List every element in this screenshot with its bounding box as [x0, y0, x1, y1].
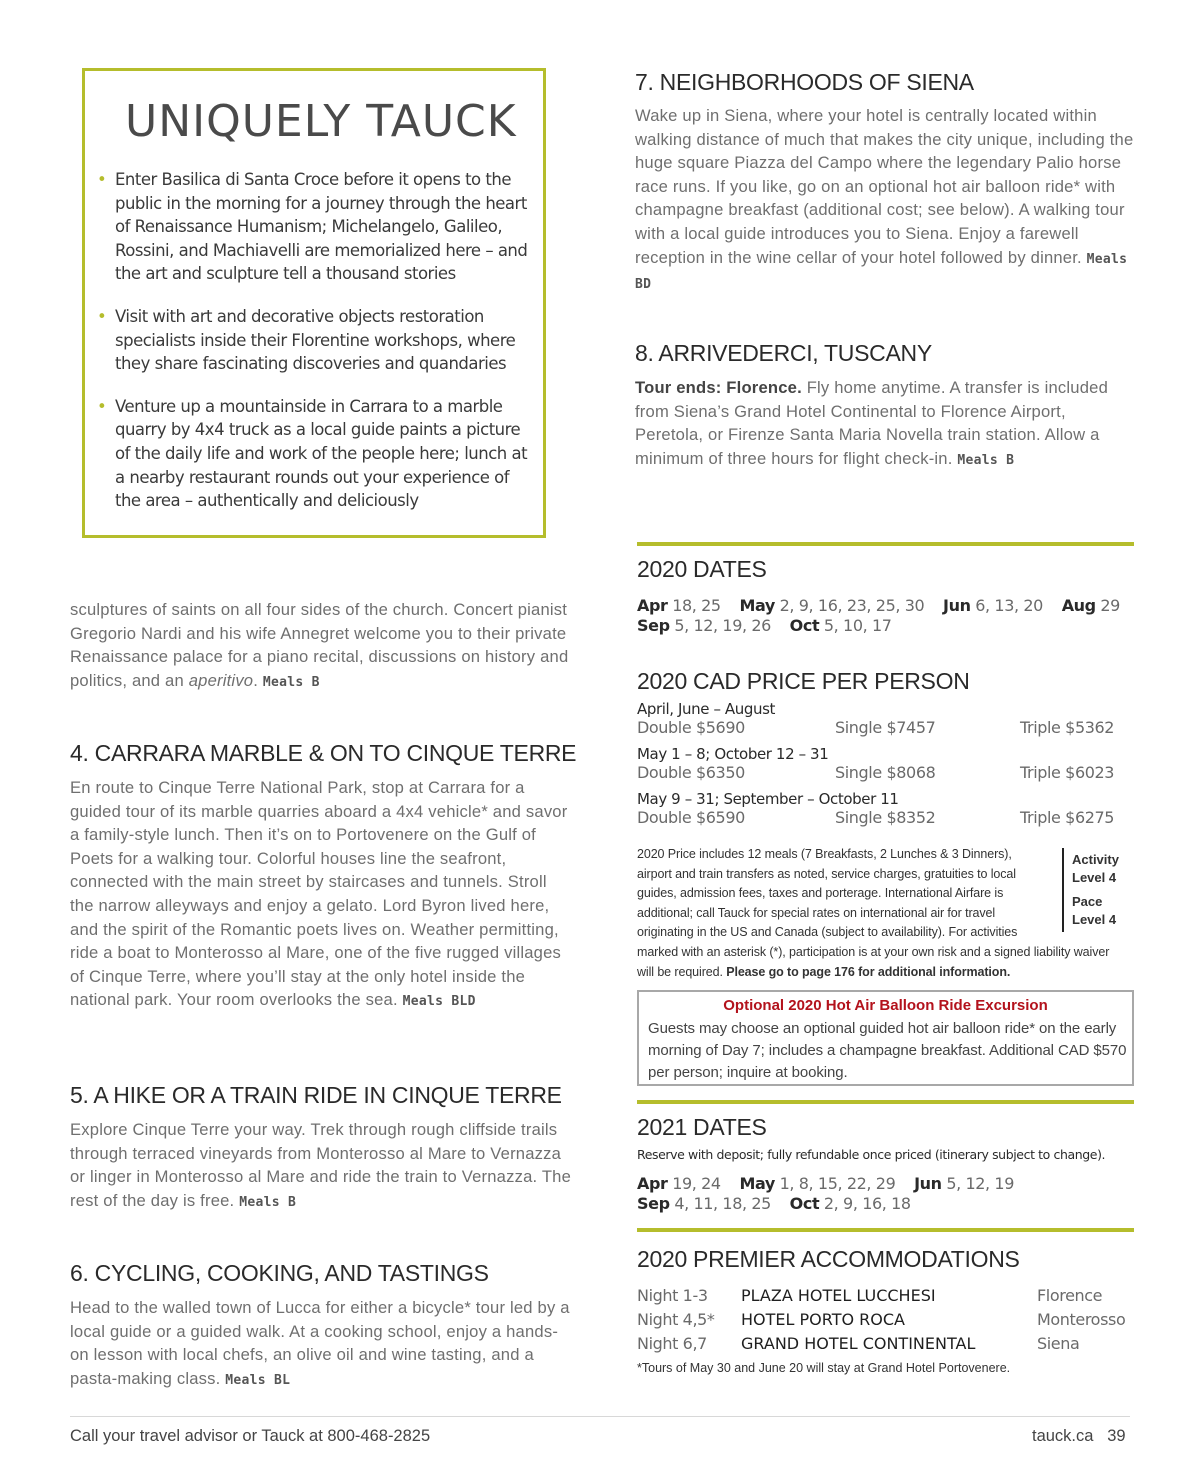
meals-label: Meals BLD: [402, 994, 476, 1010]
accommodation-row: Night 6,7 GRAND HOTEL CONTINENTAL Siena: [637, 1334, 1080, 1353]
accommodations-table: [637, 1284, 1137, 1356]
day5-title: 5. A HIKE OR A TRAIN RIDE IN CINQUE TERRE: [70, 1082, 562, 1108]
section-divider: [637, 1228, 1134, 1232]
meals-label: Meals BD: [635, 251, 1128, 293]
price-season-label: May 1 – 8; October 12 – 31: [637, 745, 829, 763]
footer-divider: [70, 1416, 1130, 1417]
day7-paragraph: Wake up in Siena, where your hotel is centrally located within walking distance of much that makes the city unique, including the huge square Piazza del Campo where the legendary Palio horse race runs. If you like, go on an optional hot air balloon ride* with champagne breakfast (additional cost; see below). A walking tour with a local guide introduces you to Siena. Enjoy a farewell reception in the wine cellar of your hotel followed by dinner. Meals BD: [635, 106, 1134, 293]
accommodations-note: *Tours of May 30 and June 20 will stay at Grand Hotel Portovenere.: [637, 1361, 1011, 1375]
price-table: [637, 700, 1137, 828]
price-title: 2020 CAD PRICE PER PERSON: [637, 668, 970, 694]
price-row: Double $5690 Single $7457 Triple $5362: [637, 718, 1115, 737]
day6-title: 6. CYCLING, COOKING, AND TASTINGS: [70, 1260, 489, 1286]
price-includes-text: 2020 Price includes 12 meals (7 Breakfasts, 2 Lunches & 3 Dinners), airport and train transfers as noted, service charges, gratuities to local guides, admission fees, taxes and porterage. International Airfare is additional; call Tauck for special rates on international air for travel originating in the US and Canada (subject to availability). For activities marked with an asterisk (*), participation is at your own risk and a signed liability waiver will be required. Please go to page 176 for additional information.: [637, 847, 1110, 979]
dates-2021-title: 2021 DATES: [637, 1114, 767, 1140]
day8-title: 8. ARRIVEDERCI, TUSCANY: [635, 340, 932, 366]
day8-paragraph: Tour ends: Florence. Fly home anytime. A transfer is included from Siena’s Grand Hotel Continental to Florence Airport, Peretola, or Firenze Santa Maria Novella train station. Allow a minimum of three hours for flight check-in. Meals B: [635, 378, 1108, 468]
section-divider: [637, 542, 1134, 546]
day7-title: 7. NEIGHBORHOODS OF SIENA: [635, 69, 974, 95]
dates-2020-line-1: Apr 18, 25 May 2, 9, 16, 23, 25, 30 Jun 6, 13, 20 Aug 29: [637, 596, 1120, 615]
day5-paragraph: Explore Cinque Terre your way. Trek through rough cliffside trails through terraced vineyards from Monterosso al Mare to Vernazza or linger in Monterosso al Mare and ride the train to Vernazza. The rest of the day is free. Meals B: [70, 1120, 572, 1210]
accommodation-row: Night 1-3 PLAZA HOTEL LUCCHESI Florence: [637, 1286, 1103, 1305]
footer-site-link[interactable]: tauck.ca 39: [1032, 1427, 1126, 1445]
list-item: • Venture up a mountainside in Carrara to a marble quarry by 4x4 truck as a local guide paints a picture of the daily life and work of the people here; lunch at a nearby restaurant rounds out your experience of the area – authentically and deliciously: [97, 396, 528, 511]
list-item: • Visit with art and decorative objects restoration specialists inside their Florentine workshops, where they share fascinating discoveries and quandaries: [97, 306, 516, 374]
meals-label: Meals BL: [225, 1372, 291, 1388]
uniquely-tauck-list: [97, 168, 537, 532]
dates-2021-line-2: Sep 4, 11, 18, 25 Oct 2, 9, 16, 18: [637, 1194, 911, 1213]
price-row: Double $6350 Single $8068 Triple $6023: [637, 763, 1115, 782]
meals-label: Meals B: [957, 452, 1015, 468]
activity-divider: [1062, 848, 1064, 932]
bullet-icon: •: [97, 170, 107, 189]
footer-contact: Call your travel advisor or Tauck at 800-468-2825: [70, 1427, 431, 1445]
continued-paragraph: sculptures of saints on all four sides of the church. Concert pianist Gregorio Nardi and his wife Annegret welcome you to their private Renaissance palace for a piano recital, discussions on history and politics, and an aperitivo. Meals B: [70, 600, 569, 690]
uniquely-tauck-title: UNIQUELY TAUCK: [125, 96, 517, 147]
price-row: Double $6590 Single $8352 Triple $6275: [637, 808, 1115, 827]
bullet-icon: •: [97, 396, 107, 416]
price-season-label: May 9 – 31; September – October 11: [637, 790, 899, 808]
page-number: 39: [1107, 1427, 1126, 1445]
meals-label: Meals B: [262, 674, 320, 690]
balloon-text: Guests may choose an optional guided hot air balloon ride* on the early morning of Day 7; includes a champagne breakfast. Additional CAD $570 per person; inquire at booking.: [648, 1020, 1127, 1081]
bullet-icon: •: [97, 306, 107, 326]
balloon-title: Optional 2020 Hot Air Balloon Ride Excursion: [723, 997, 1048, 1014]
accommodation-row: Night 4,5* HOTEL PORTO ROCA Monterosso: [637, 1310, 1126, 1329]
section-divider: [637, 1100, 1134, 1104]
dates-2020-line-2: Sep 5, 12, 19, 26 Oct 5, 10, 17: [637, 616, 892, 635]
dates-2020-title: 2020 DATES: [637, 556, 767, 582]
list-item: • Enter Basilica di Santa Croce before it opens to the public in the morning for a journey through the heart of Renaissance Humanism; Michelangelo, Galileo, Rossini, and Machiavelli are memorialized here – and the art and sculpture tell a thousand stories: [97, 170, 528, 284]
day4-title: 4. CARRARA MARBLE & ON TO CINQUE TERRE: [70, 740, 577, 766]
meals-label: Meals B: [239, 1194, 297, 1210]
day6-paragraph: Head to the walled town of Lucca for either a bicycle* tour led by a local guide or a guided walk. At a cooking school, enjoy a hands-on lesson with local chefs, an olive oil and wine tasting, and a pasta-making class. Meals BL: [70, 1298, 570, 1388]
activity-level-box: Activity Level 4 Pace Level 4: [1072, 852, 1119, 927]
accommodations-title: 2020 PREMIER ACCOMMODATIONS: [637, 1246, 1020, 1272]
price-season-label: April, June – August: [637, 700, 776, 718]
dates-2021-note: Reserve with deposit; fully refundable once priced (itinerary subject to change).: [637, 1147, 1106, 1162]
dates-2021-line-1: Apr 19, 24 May 1, 8, 15, 22, 29 Jun 5, 12, 19: [637, 1174, 1014, 1193]
day4-paragraph: En route to Cinque Terre National Park, stop at Carrara for a guided tour of its marble quarries aboard a 4x4 vehicle* and savor a family-style lunch. Then it’s on to Portovenere on the Gulf of Poets for a walking tour. Colorful houses line the seafront, connected with the main street by staircases and tunnels. Stroll the narrow alleyways and enjoy a gelato. Lord Byron lived here, and the spirit of the Romantic poets lives on. Weather permitting, ride a boat to Monterosso al Mare, one of the five rugged villages of Cinque Terre, where you’ll stay at the only hotel inside the national park. Your room overlooks the sea. Meals BLD: [70, 778, 568, 1010]
